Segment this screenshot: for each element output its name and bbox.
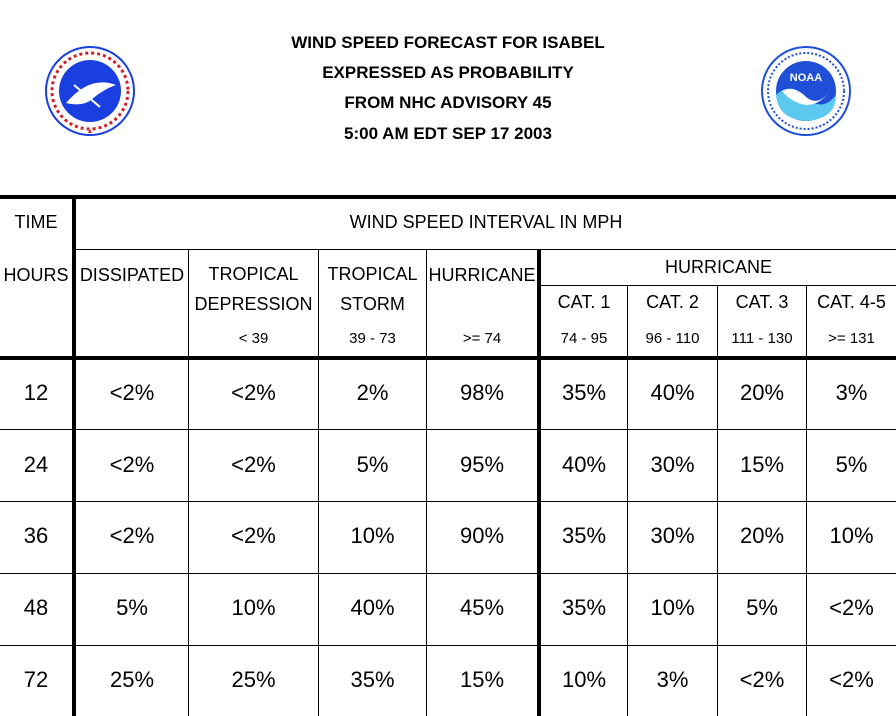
ts-cell: 35% — [350, 667, 395, 692]
td-cell: 25% — [231, 667, 276, 692]
cat45-cell: 3% — [835, 380, 868, 405]
row-divider — [0, 645, 896, 646]
dissipated-cell: <2% — [109, 523, 155, 548]
cat45-cell: <2% — [829, 595, 874, 620]
hurricane-cell: 98% — [459, 380, 505, 405]
table-top-border — [0, 195, 896, 199]
hour-cell: 48 — [23, 595, 49, 620]
td-cell: <2% — [231, 380, 276, 405]
svg-text:NOAA: NOAA — [789, 72, 823, 84]
cat3-cell: 20% — [739, 523, 785, 548]
interval-divider — [72, 249, 896, 250]
cat2-cell: 40% — [650, 380, 695, 405]
dissipated-cell: <2% — [109, 380, 155, 405]
cat1-cell: 10% — [561, 667, 607, 692]
td-cell: <2% — [231, 452, 276, 477]
ts-header-line2: STORM — [340, 294, 405, 314]
cat45-cell: 5% — [835, 452, 868, 477]
cat2-cell: 3% — [656, 667, 689, 692]
cat3-cell: 15% — [739, 452, 785, 477]
cat2-range: 96 - 110 — [645, 330, 700, 347]
td-cell: 10% — [231, 595, 276, 620]
noaa-logo-icon — [760, 45, 852, 137]
dissipated-header: DISSIPATED — [79, 265, 185, 285]
td-header-line2: DEPRESSION — [194, 294, 313, 314]
cat1-cell: 40% — [561, 452, 607, 477]
row-divider — [0, 501, 896, 502]
title-line-1: WIND SPEED FORECAST FOR ISABEL — [291, 33, 605, 52]
cat45-cell: 10% — [829, 523, 874, 548]
cat3-header: CAT. 3 — [735, 292, 789, 312]
cat1-range: 74 - 95 — [560, 330, 608, 347]
hurricane-group-divider — [537, 250, 541, 716]
hurricane-cell: 90% — [459, 523, 505, 548]
hurricane-cell: 45% — [459, 595, 505, 620]
hour-cell: 12 — [23, 380, 49, 405]
td-range: < 39 — [238, 330, 269, 347]
column-divider — [188, 250, 189, 716]
cat1-header: CAT. 1 — [557, 292, 611, 312]
dissipated-cell: <2% — [109, 452, 155, 477]
ts-cell: 10% — [350, 523, 395, 548]
cat1-cell: 35% — [561, 595, 607, 620]
cat2-header: CAT. 2 — [646, 292, 699, 312]
hour-cell: 72 — [23, 667, 49, 692]
column-divider — [717, 286, 718, 716]
cat3-cell: 5% — [746, 595, 778, 620]
hurricane-group-header: HURRICANE — [664, 257, 772, 277]
ts-range: 39 - 73 — [349, 330, 396, 347]
row-divider — [0, 573, 896, 574]
ts-cell: 5% — [356, 452, 389, 477]
title-line-3: FROM NHC ADVISORY 45 — [344, 93, 552, 112]
cat1-cell: 35% — [561, 523, 607, 548]
cat1-cell: 35% — [561, 380, 607, 405]
cat2-cell: 30% — [650, 523, 695, 548]
dissipated-cell: 25% — [109, 667, 155, 692]
column-divider — [627, 286, 628, 716]
hurricane-range: >= 74 — [462, 330, 502, 347]
cat45-cell: <2% — [829, 667, 874, 692]
interval-header: WIND SPEED INTERVAL IN MPH — [349, 212, 623, 232]
row-divider — [0, 429, 896, 430]
cat3-cell: <2% — [739, 667, 785, 692]
cat45-range: >= 131 — [828, 330, 875, 347]
dissipated-cell: 5% — [116, 595, 148, 620]
title-line-4: 5:00 AM EDT SEP 17 2003 — [344, 124, 552, 143]
ts-cell: 40% — [350, 595, 395, 620]
cat45-header: CAT. 4-5 — [817, 292, 886, 312]
hurricane-cell: 15% — [459, 667, 505, 692]
column-divider — [426, 250, 427, 716]
hour-cell: 36 — [23, 523, 49, 548]
title-line-2: EXPRESSED AS PROBABILITY — [322, 63, 574, 82]
column-divider — [318, 250, 319, 716]
hurricane-header: HURRICANE — [428, 265, 536, 285]
cat2-cell: 10% — [650, 595, 695, 620]
time-header: TIME — [14, 212, 58, 232]
ts-header-line1: TROPICAL — [327, 264, 418, 284]
header-bottom-border — [0, 356, 896, 360]
ts-cell: 2% — [356, 380, 389, 405]
hurricane-cell: 95% — [459, 452, 505, 477]
cat3-range: 111 - 130 — [731, 330, 793, 347]
hours-header: HOURS — [3, 265, 69, 285]
td-cell: <2% — [231, 523, 276, 548]
hour-cell: 24 — [23, 452, 49, 477]
td-header-line1: TROPICAL — [208, 264, 299, 284]
column-divider — [806, 286, 807, 716]
nws-logo-icon — [44, 45, 136, 137]
cat-header-divider — [540, 285, 896, 286]
cat3-cell: 20% — [739, 380, 785, 405]
cat2-cell: 30% — [650, 452, 695, 477]
